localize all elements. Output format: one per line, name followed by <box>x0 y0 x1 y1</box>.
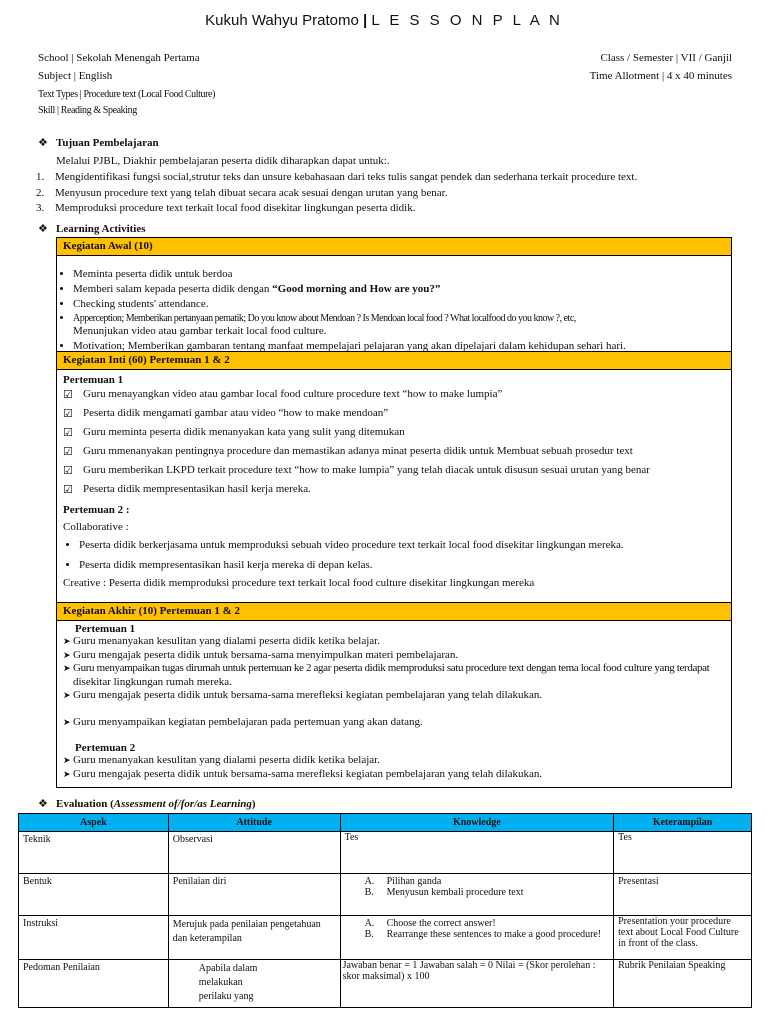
list-item: • Memberi salam kepada peserta didik dengan “Good morning and How are you?” <box>73 283 731 298</box>
cell: Observasi <box>168 832 340 874</box>
meta-school: School | Sekolah Menengah Pertama <box>38 52 200 64</box>
cell: Teknik <box>19 832 169 874</box>
table-row <box>19 832 752 874</box>
list-item: ➤ Guru mengajak peserta didik untuk bersama-sama menyimpulkan materi pembelajaran. <box>63 648 459 661</box>
cell: Tes <box>614 832 752 874</box>
greeting-text: “Good morning and How are you?” <box>272 283 441 295</box>
tujuan-list <box>36 171 637 218</box>
list-item: • Apperception; Memberikan pertanyaan pematik; Do you know about Mendoan ? Is Mendoan local food ? What localfood do you know ?, etc, Menunjukan video atau gambar terkait local food culture. <box>73 312 731 340</box>
cell: Tes <box>340 832 614 874</box>
cell: Bentuk <box>19 874 169 916</box>
checked-box-icon: ☑ <box>63 483 73 496</box>
collaborative-label: Collaborative : <box>63 521 129 533</box>
list-item: ➤ Guru menanyakan kesulitan yang dialami peserta didik ketika belajar. <box>63 754 380 766</box>
list-item: 3. Memproduksi procedure text terkait local food disekitar lingkungan peserta didik. <box>36 202 416 214</box>
list-item: ☑ Guru memberikan LKPD terkait procedure text “how to make lumpia” yang telah diacak untuk disusun sesuai urutan yang benar <box>63 464 650 477</box>
tujuan-intro: Melalui PJBL, Diakhir pembelajaran peserta didik diharapkan dapat untuk:. <box>56 155 390 167</box>
inti-pertemuan-2-list <box>57 539 731 577</box>
cell: Apabila dalam melakukan perilaku yang <box>168 960 340 1008</box>
list-item: ➤ Guru menyampaikan tugas dirumah untuk pertemuan ke 2 agar peserta didik memproduksi satu procedure text dengan tema local food culture yang terdapat <box>63 662 710 674</box>
cell: A. Pilihan ganda B. Menyusun kembali procedure text <box>340 874 614 916</box>
table-row <box>19 916 752 960</box>
header-keterampilan: Keterampilan <box>614 814 752 832</box>
task-continuation: disekitar lingkungan rumah mereka. <box>73 675 232 688</box>
list-item: ➤ Guru mengajak peserta didik untuk bersama-sama merefleksi kegiatan pembelajaran yang telah dilakukan. <box>63 689 543 701</box>
cell: Instruksi <box>19 916 169 960</box>
table-header-row <box>19 814 752 832</box>
diamond-bullet-icon: ❖ <box>38 223 48 235</box>
checked-box-icon: ☑ <box>63 407 73 420</box>
arrow-bullet-icon: ➤ <box>63 770 71 780</box>
kegiatan-awal-list <box>57 268 731 354</box>
meta-row-1 <box>38 52 732 64</box>
list-item: ☑ Guru menayangkan video atau gambar local food culture procedure text “how to make lumpia” <box>63 388 503 401</box>
arrow-bullet-icon: ➤ <box>63 691 71 701</box>
list-item: ☑ Guru mmenanyakan pentingnya procedure dan memastikan adanya minat peserta didik untuk Membuat sebuah prosedur text <box>63 445 633 458</box>
learning-heading: ❖ Learning Activities <box>38 223 146 235</box>
list-item: ☑ Peserta didik mengamati gambar atau video “how to make mendoan” <box>63 407 389 420</box>
checked-box-icon: ☑ <box>63 426 73 439</box>
kegiatan-awal-box <box>56 237 732 352</box>
meta-subject: Subject | English <box>38 70 113 82</box>
cell: Presentation your procedure text about Local Food Culture in front of the class. <box>614 916 752 960</box>
kegiatan-akhir-title: Kegiatan Akhir (10) Pertemuan 1 & 2 <box>57 603 731 621</box>
list-item: ☑ Guru meminta peserta didik menanyakan kata yang sulit yang ditemukan <box>63 426 405 439</box>
arrow-bullet-icon: ➤ <box>63 756 71 766</box>
kegiatan-inti-title: Kegiatan Inti (60) Pertemuan 1 & 2 <box>57 352 731 370</box>
meta-time: Time Allotment | 4 x 40 minutes <box>589 70 732 82</box>
meta-text-types: Text Types | Procedure text (Local Food Culture) <box>38 89 216 100</box>
cell: Jawaban benar = 1 Jawaban salah = 0 Nilai = (Skor perolehan : skor maksimal) x 100 <box>340 960 614 1008</box>
list-item: • Checking students' attendance. <box>73 298 731 312</box>
list-item: ➤ Guru menyampaikan kegiatan pembelajaran pada pertemuan yang akan datang. <box>63 715 423 728</box>
list-item: ☑ Peserta didik mempresentasikan hasil kerja mereka. <box>63 483 311 496</box>
list-item: • Motivation; Memberikan gambaran tentang manfaat mempelajari pelajaran yang akan dipelajari dalam kehidupan sehari hari. <box>73 340 731 354</box>
meta-row-4 <box>38 105 732 116</box>
kegiatan-akhir-box <box>56 602 732 788</box>
header-knowledge: Knowledge <box>340 814 614 832</box>
doc-type: L E S S O N P L A N <box>371 12 563 29</box>
evaluation-table <box>18 813 752 1008</box>
arrow-bullet-icon: ➤ <box>63 664 71 674</box>
list-item: ➤ Guru menanyakan kesulitan yang dialami peserta didik ketika belajar. <box>63 635 380 647</box>
meta-class: Class / Semester | VII / Ganjil <box>600 52 732 64</box>
tujuan-heading: ❖ Tujuan Pembelajaran <box>38 137 159 149</box>
arrow-bullet-icon: ➤ <box>63 717 71 728</box>
list-item: • Peserta didik mempresentasikan hasil kerja mereka di depan kelas. <box>79 559 731 577</box>
cell: Presentasi <box>614 874 752 916</box>
title-separator: | <box>358 12 372 29</box>
inti-pertemuan-1-title: Pertemuan 1 <box>63 374 124 386</box>
evaluation-heading: ❖ Evaluation (Assessment of/for/as Learning) <box>38 798 256 810</box>
arrow-bullet-icon: ➤ <box>63 637 71 647</box>
akhir-pertemuan-1-title: Pertemuan 1 <box>75 623 136 635</box>
header-attitude: Attitude <box>168 814 340 832</box>
meta-row-3 <box>38 89 732 100</box>
diamond-bullet-icon: ❖ <box>38 798 48 810</box>
meta-row-2 <box>38 70 732 82</box>
list-item: ➤ Guru mengajak peserta didik untuk bersama-sama merefleksi kegiatan pembelajaran yang telah dilakukan. <box>63 768 543 780</box>
diamond-bullet-icon: ❖ <box>38 137 48 149</box>
list-item: 2. Menyusun procedure text yang telah dibuat secara acak sesuai dengan urutan yang benar. <box>36 186 448 199</box>
cell: Penilaian diri <box>168 874 340 916</box>
list-item: • Peserta didik berkerjasama untuk memproduksi sebuah video procedure text terkait local food disekitar lingkungan mereka. <box>79 539 731 559</box>
document-title <box>0 12 768 29</box>
cell: Pedoman Penilaian <box>19 960 169 1008</box>
checked-box-icon: ☑ <box>63 388 73 401</box>
inti-pertemuan-2-title: Pertemuan 2 : <box>63 504 130 516</box>
checked-box-icon: ☑ <box>63 464 73 477</box>
creative-line: Creative : Peserta didik memproduksi procedure text terkait local food culture disekitar lingkungan mereka <box>63 577 535 589</box>
table-row <box>19 874 752 916</box>
author-name: Kukuh Wahyu Pratomo <box>205 12 359 29</box>
list-item: • Meminta peserta didik untuk berdoa <box>73 268 731 283</box>
cell: Merujuk pada penilaian pengetahuan dan keterampilan <box>168 916 340 960</box>
list-item: 1. Mengidentifikasi fungsi social,strutur teks dan unsure kebahasaan dari teks tulis sangat pendek dan sederhana terkait procedure text. <box>36 171 638 183</box>
akhir-pertemuan-2-title: Pertemuan 2 <box>75 742 136 754</box>
checked-box-icon: ☑ <box>63 445 73 458</box>
cell: A. Choose the correct answer! B. Rearrange these sentences to make a good procedure! <box>340 916 614 960</box>
table-row <box>19 960 752 1008</box>
meta-skill: Skill | Reading & Speaking <box>38 105 137 116</box>
header-aspek: Aspek <box>19 814 169 832</box>
kegiatan-awal-title: Kegiatan Awal (10) <box>57 238 731 256</box>
arrow-bullet-icon: ➤ <box>63 650 71 661</box>
cell: Rubrik Penilaian Speaking <box>614 960 752 1008</box>
kegiatan-inti-box <box>56 351 732 603</box>
